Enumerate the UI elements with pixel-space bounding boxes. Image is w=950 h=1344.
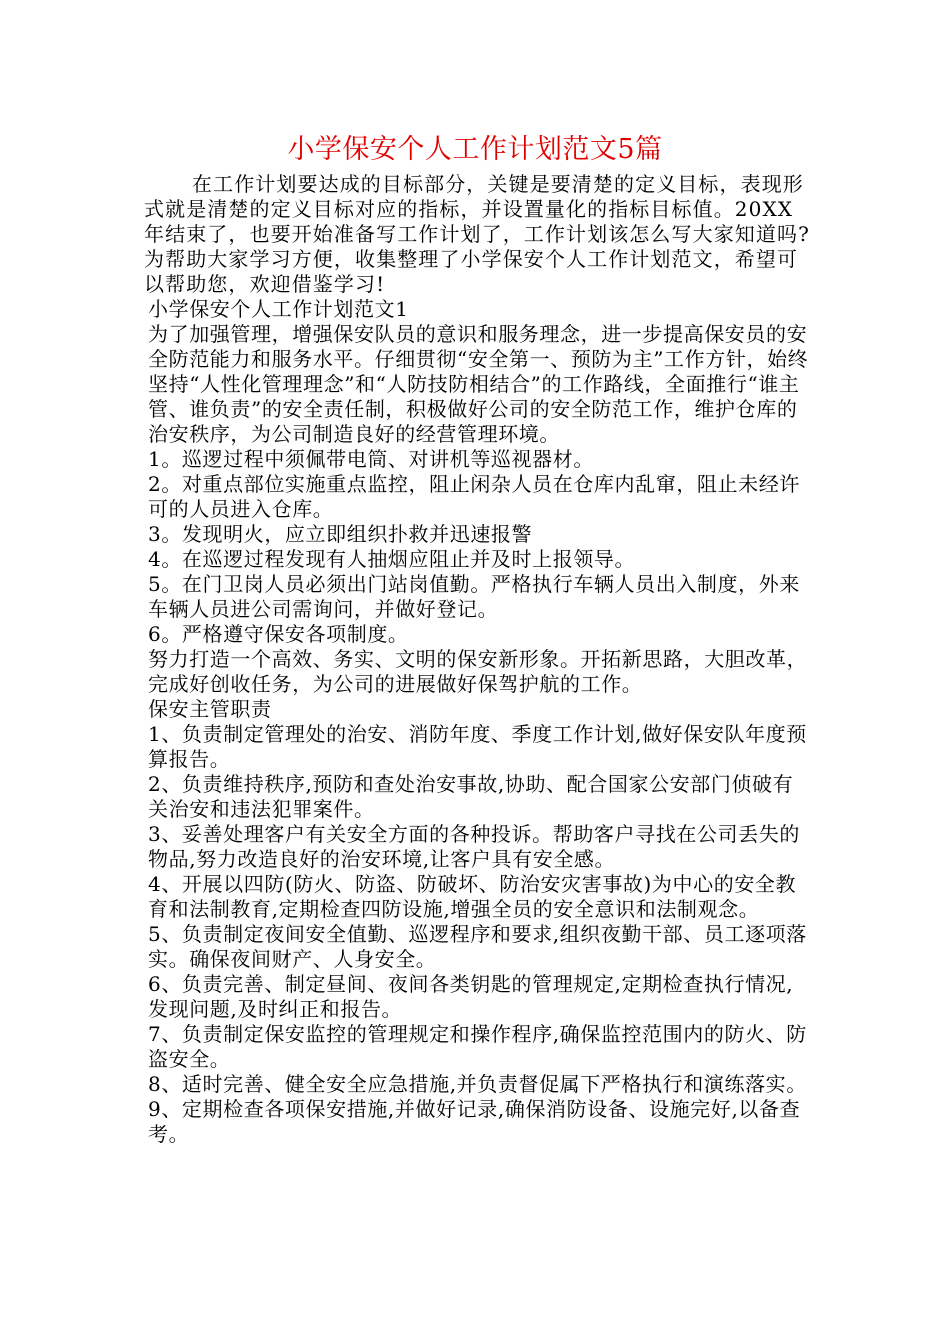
closing-paragraph: 努力打造一个高效、务实、文明的保安新形象。开拓新思路，大胆改革，完成好创收任务，为公司的进展做好保驾护航的工作。: [148, 647, 808, 696]
duty-item-8: 8、适时完善、健全安全应急措施,并负责督促属下严格执行和演练落实。: [148, 1072, 807, 1096]
document-body: [144, 172, 810, 1147]
duty-item-3: 3、妥善处理客户有关安全方面的各种投诉。帮助客户寻找在公司丢失的物品,努力改造良好的治安环境,让客户具有安全感。: [148, 822, 800, 871]
duty-item-4: 4、开展以四防(防火、防盗、防破坏、防治安灾害事故)为中心的安全教育和法制教育,定期检查四防设施,增强全员的安全意识和法制观念。: [148, 872, 797, 921]
section-paragraph-1: 为了加强管理，增强保安队员的意识和服务理念，进一步提高保安员的安全防范能力和服务水平。仔细贯彻“安全第一、预防为主”工作方针，始终坚持“人性化管理理念”和“人防技防相结合”的工作路线，全面推行“谁主管、谁负责”的安全责任制，积极做好公司的安全防范工作，维护仓库的治安秩序，为公司制造良好的经营管理环境。: [148, 322, 809, 446]
duty-item-9: 9、定期检查各项保安措施,并做好记录,确保消防设备、设施完好,以备查考。: [148, 1097, 801, 1146]
patrol-item-6: 6。严格遵守保安各项制度。: [148, 622, 409, 646]
duty-item-1: 1、负责制定管理处的治安、消防年度、季度工作计划,做好保安队年度预算报告。: [148, 722, 807, 771]
patrol-item-1: 1。巡逻过程中须佩带电筒、对讲机等巡视器材。: [148, 447, 594, 471]
duties-heading: 保安主管职责: [148, 697, 272, 721]
duty-item-2: 2、负责维持秩序,预防和查处治安事故,协助、配合国家公安部门侦破有关治安和违法犯罪案件。: [148, 772, 794, 821]
section-heading-1: 小学保安个人工作计划范文1: [148, 297, 409, 321]
patrol-item-2: 2。对重点部位实施重点监控，阻止闲杂人员在仓库内乱窜，阻止未经许可的人员进入仓库。: [148, 472, 800, 521]
patrol-item-4: 4。在巡逻过程发现有人抽烟应阻止并及时上报领导。: [148, 547, 636, 571]
patrol-item-5: 5。在门卫岗人员必须出门站岗值勤。严格执行车辆人员出入制度，外来车辆人员进公司需询问，并做好登记。: [148, 572, 800, 621]
intro-paragraph: 在工作计划要达成的目标部分，关键是要清楚的定义目标，表现形式就是清楚的定义目标对应的指标，并设置量化的指标目标值。20XX年结束了，也要开始准备写工作计划了，工作计划该怎么写大家知道吗?为帮助大家学习方便，收集整理了小学保安个人工作计划范文，希望可以帮助您，欢迎借鉴学习!: [144, 172, 810, 296]
duty-item-5: 5、负责制定夜间安全值勤、巡逻程序和要求,组织夜勤干部、员工逐项落实。确保夜间财产、人身安全。: [148, 922, 807, 971]
duty-item-6: 6、负责完善、制定昼间、夜间各类钥匙的管理规定,定期检查执行情况,发现问题,及时纠正和报告。: [148, 972, 794, 1021]
duty-item-7: 7、负责制定保安监控的管理规定和操作程序,确保监控范围内的防火、防盗安全。: [148, 1022, 807, 1071]
patrol-item-3: 3。发现明火，应立即组织扑救并迅速报警: [148, 522, 533, 546]
document-title: 小学保安个人工作计划范文5篇: [287, 134, 663, 165]
